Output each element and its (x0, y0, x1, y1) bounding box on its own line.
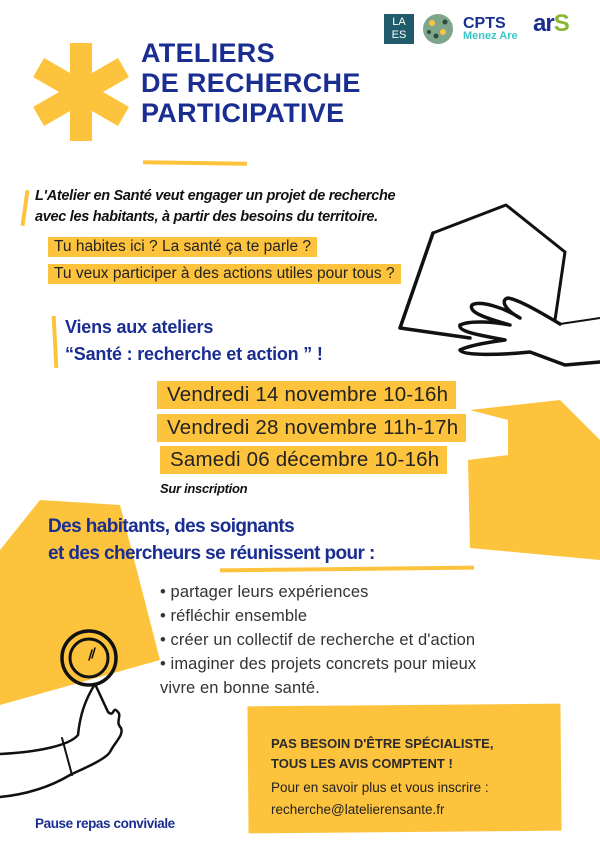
cpts-logo-text: CPTS (463, 15, 506, 32)
date-1: Vendredi 14 novembre 10-16h (157, 381, 456, 409)
atelier-sante-logo (421, 12, 455, 46)
participants-line-2: et des chercheurs se réunissent pour : (48, 543, 375, 564)
goal-item: • réfléchir ensemble (160, 607, 308, 625)
contact-email-link[interactable]: recherche@latelierensante.fr (271, 802, 445, 817)
yellow-shape-right (468, 400, 600, 560)
cpts-logo (463, 16, 518, 42)
goal-item: • créer un collectif de recherche et d'action (160, 631, 476, 649)
participants-line-1: Des habitants, des soignants (48, 516, 295, 537)
invitation-heading (65, 314, 323, 368)
lunch-note: Pause repas conviviale (35, 816, 175, 831)
intro-line-1: L'Atelier en Santé veut engager un projet de recherche (35, 188, 396, 204)
page-title (141, 38, 361, 128)
info-box-headline (271, 734, 493, 774)
registration-note: Sur inscription (160, 481, 248, 496)
ars-logo-text: ar (533, 10, 554, 37)
ars-logo (533, 10, 569, 38)
date-2: Vendredi 28 novembre 11h-17h (157, 414, 466, 442)
house-hand-drawing (400, 205, 600, 365)
goal-item: • imaginer des projets concrets pour mieux (160, 655, 477, 673)
title-line-3: PARTICIPATIVE (141, 98, 345, 128)
info-headline-line-2: TOUS LES AVIS COMPTENT ! (271, 756, 453, 771)
goal-item: • partager leurs expériences (160, 583, 369, 601)
date-3: Samedi 06 décembre 10-16h (160, 446, 447, 474)
ars-logo-accent: S (553, 10, 569, 37)
participants-heading (48, 513, 375, 567)
laes-logo (384, 14, 414, 44)
title-line-1: ATELIERS (141, 38, 275, 68)
intro-line-2: avec les habitants, à partir des besoins du territoire. (35, 209, 378, 225)
intro-text (35, 186, 395, 228)
asterisk-icon (33, 43, 129, 141)
goal-item-continuation: vivre en bonne santé. (160, 679, 320, 697)
info-box-text: Pour en savoir plus et vous inscrire : (271, 780, 489, 795)
question-1: Tu habites ici ? La santé ça te parle ? (48, 237, 317, 257)
laes-logo-text: LA ES (391, 16, 407, 41)
question-2: Tu veux participer à des actions utiles pour tous ? (48, 264, 401, 284)
info-box-contact (271, 777, 489, 821)
goals-list (160, 580, 476, 700)
title-line-2: DE RECHERCHE (141, 68, 361, 98)
cpts-logo-subtext: Menez Are (463, 30, 518, 42)
invitation-line-2: “Santé : recherche et action ” ! (65, 344, 323, 364)
info-headline-line-1: PAS BESOIN D'ÊTRE SPÉCIALISTE, (271, 736, 494, 751)
invitation-line-1: Viens aux ateliers (65, 317, 214, 337)
